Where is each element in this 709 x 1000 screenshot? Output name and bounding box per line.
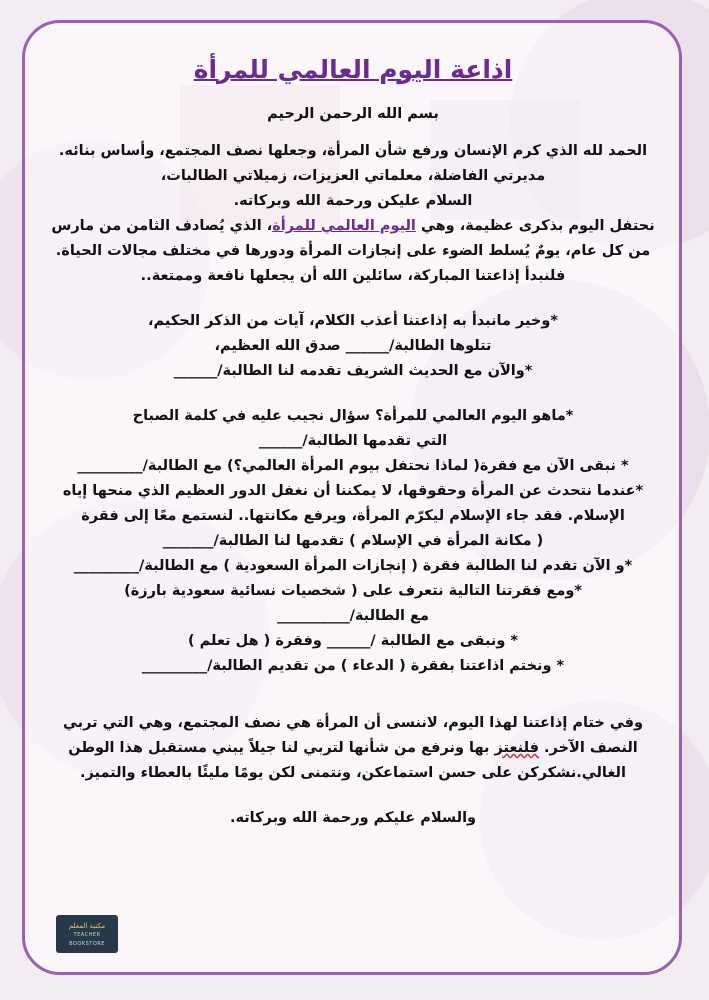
closing-part-1: النصف الآخر. [539,740,638,756]
basmala: بسم الله الرحمن الرحيم [267,106,439,122]
segment-islam-line-2: الإسلام. فقد جاء الإسلام ليكرّم المرأة، ويرفع مكانتها.. لنستمع معًا إلى فقرة [81,508,625,524]
segment-saudi-figures-line-2: مع الطالبة/__________ [277,608,429,624]
hadith-line: *والآن مع الحديث الشريف تقدمه لنا الطالبة/______ [173,363,533,379]
closing-line-1: وفي ختام إذاعتنا لهذا اليوم، لاننسى أن المرأة هي نصف المجتمع، وهي التي تربي [62,715,644,731]
intro-part-1: نحتفل اليوم بذكرى عظيمة، وهي [415,218,655,234]
logo-subtitle: TEACHER BOOKSTORE [69,932,105,947]
segment-saudi-achievements: *و الآن تقدم لنا الطالبة فقرة ( إنجازات المرأة السعودية ) مع الطالبة/_________ [73,558,633,574]
logo-name: مكتبة المعلم [68,922,106,930]
closing-part-2: بها ونرفع من شأنها لتربي لنا جيلاً يبني مستقبل هذا الوطن [68,740,495,756]
opening-praise: الحمد لله الذي كرم الإنسان ورفع شأن المرأة، وجعلها نصف المجتمع، وأساس بنائه. [58,143,648,159]
morning-word-line-2: التي تقدمها الطالبة/______ [258,433,448,449]
greeting-line-1: مديرتي الفاضلة، معلماتي العزيزات، زميلاتي الطالبات، [160,168,546,184]
greeting-line-2: السلام عليكن ورحمة الله وبركاته. [233,193,473,209]
segment-dua: * ونختم اذاعتنا بفقرة ( الدعاء ) من تقديم الطالبة/_________ [141,658,565,674]
segment-islam-line-1: *عندما نتحدث عن المرأة وحقوقها، لا يمكننا أن نغفل الدور العظيم الذي منحها إياه [62,483,644,499]
segment-why-celebrate: * نبقى الآن مع فقرة( لماذا نحتفل بيوم المرأة العالمي؟) مع الطالبة/_________ [77,458,629,474]
segment-saudi-figures-line-1: *ومع فقرتنا التالية نتعرف على ( شخصيات نسائية سعودية بارزة) [124,583,582,599]
closing-line-3: الغالي.نشكركن على حسن استماعكن، ونتمنى لكن يومًا مليئًا بالعطاء والتميز. [80,765,626,781]
farewell: والسلام عليكم ورحمة الله وبركاته. [229,810,477,826]
page-title: اذاعة اليوم العالمي للمرأة [193,55,513,84]
segment-islam-line-3: ( مكانة المرأة في الإسلام ) تقدمها لنا الطالبة/_______ [162,533,544,549]
segment-did-you-know: * ونبقى مع الطالبة /______ وفقرة ( هل تعلم ) [187,633,518,649]
morning-word-line-1: *ماهو اليوم العالمي للمرأة؟ سؤال نجيب عليه في كلمة الصباح [132,408,574,424]
intro-part-2: ، الذي يُصادف الثامن من مارس من كل عام، يومٌ يُسلط الضوء على إنجازات المرأة ودورها في مختلف مجالات الحياة. فلنبدأ إذاعتنا المباركة، سائلين الله أن يجعلها نافعة وممتعة.. [51,218,651,284]
closing-line-2 [48,736,658,761]
introduction-paragraph [48,214,658,289]
quran-line-1: *وخير مانبدأ به إذاعتنا أعذب الكلام، آيات من الذكر الحكيم، [148,313,558,329]
closing-wavy-word: فلنعتز [494,740,539,756]
quran-line-2: تتلوها الطالبة/______ صدق الله العظيم، [214,338,492,354]
intro-highlight: اليوم العالمي للمرأة [272,218,416,234]
broadcast-document [48,52,658,831]
publisher-logo [56,915,118,953]
